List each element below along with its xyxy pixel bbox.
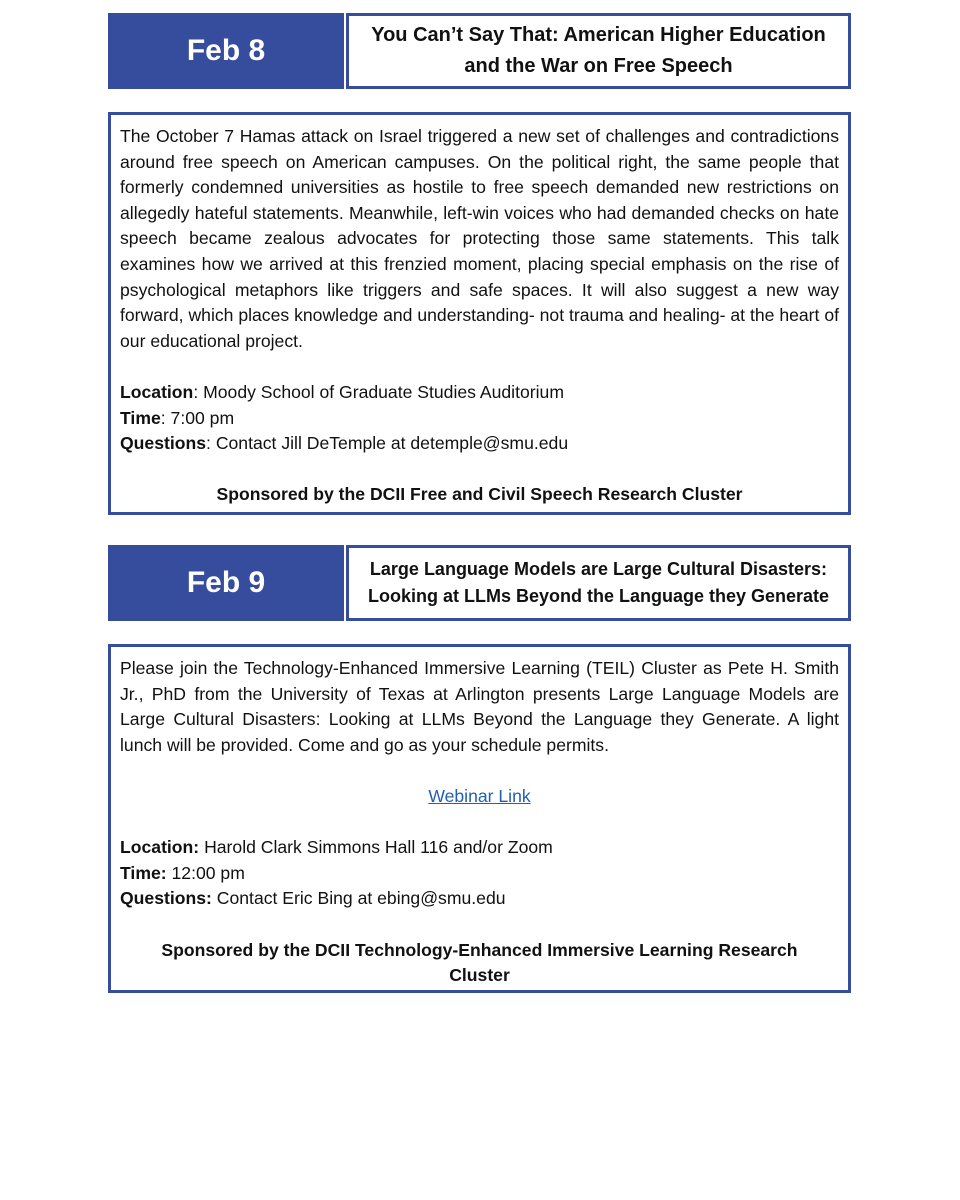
event-title: Large Language Models are Large Cultural Disasters: Looking at LLMs Beyond the Language they Generate xyxy=(346,545,851,621)
event-header-feb-8 xyxy=(108,13,851,89)
questions-line xyxy=(120,431,839,457)
questions-line xyxy=(120,886,839,912)
time-line xyxy=(120,861,839,887)
location-label: Location: xyxy=(120,837,200,858)
questions-separator: : xyxy=(206,433,216,454)
event-details-feb-9 xyxy=(108,644,851,993)
sponsor-line: Sponsored by the DCII Free and Civil Speech Research Cluster xyxy=(216,484,743,505)
location-line xyxy=(120,835,839,861)
location-line xyxy=(120,380,839,406)
time-value: 12:00 pm xyxy=(171,862,245,883)
questions-value: Contact Jill DeTemple at detemple@smu.edu xyxy=(215,433,569,454)
event-details-feb-8 xyxy=(108,112,851,515)
location-value: Harold Clark Simmons Hall 116 and/or Zoom xyxy=(204,837,553,858)
time-line xyxy=(120,406,839,432)
webinar-link[interactable]: Webinar Link xyxy=(428,785,531,806)
time-separator: : xyxy=(160,407,171,428)
event-title: You Can’t Say That: American Higher Education and the War on Free Speech xyxy=(346,13,851,89)
sponsor-line: Sponsored by the DCII Technology-Enhanced Immersive Learning Research Cluster xyxy=(161,939,798,986)
location-separator: : xyxy=(193,381,204,402)
questions-label: Questions: xyxy=(120,888,212,909)
event-header-feb-9 xyxy=(108,545,851,621)
event-description: Please join the Technology-Enhanced Immersive Learning (TEIL) Cluster as Pete H. Smith Jr., PhD from the University of Texas at Arlington presents Large Language Models are Large Cultural Disasters: Looking at LLMs Beyond the Language they Generate. A light lunch will be provided. Come and go as your schedule permits. xyxy=(120,658,839,755)
time-value: 7:00 pm xyxy=(170,407,235,428)
event-date: Feb 9 xyxy=(108,545,344,621)
time-label: Time xyxy=(120,407,161,428)
questions-label: Questions xyxy=(120,433,207,454)
event-date: Feb 8 xyxy=(108,13,344,89)
webinar-link-line xyxy=(120,784,839,810)
time-label: Time: xyxy=(120,862,167,883)
location-value: Moody School of Graduate Studies Auditorium xyxy=(203,381,564,402)
location-label: Location xyxy=(120,381,194,402)
questions-value: Contact Eric Bing at ebing@smu.edu xyxy=(216,888,506,909)
event-description: The October 7 Hamas attack on Israel triggered a new set of challenges and contradictions around free speech on American campuses. On the political right, the same people that formerly condemned universities as hostile to free speech demanded new restrictions on allegedly hateful statements. Meanwhile, left-win voices who had demanded checks on hate speech became zealous advocates for protecting those same statements. This talk examines how we arrived at this frenzied moment, placing special emphasis on the rise of psychological metaphors like triggers and safe spaces. It will also suggest a new way forward, which places knowledge and understanding- not trauma and healing- at the heart of our educational project. xyxy=(120,126,839,351)
